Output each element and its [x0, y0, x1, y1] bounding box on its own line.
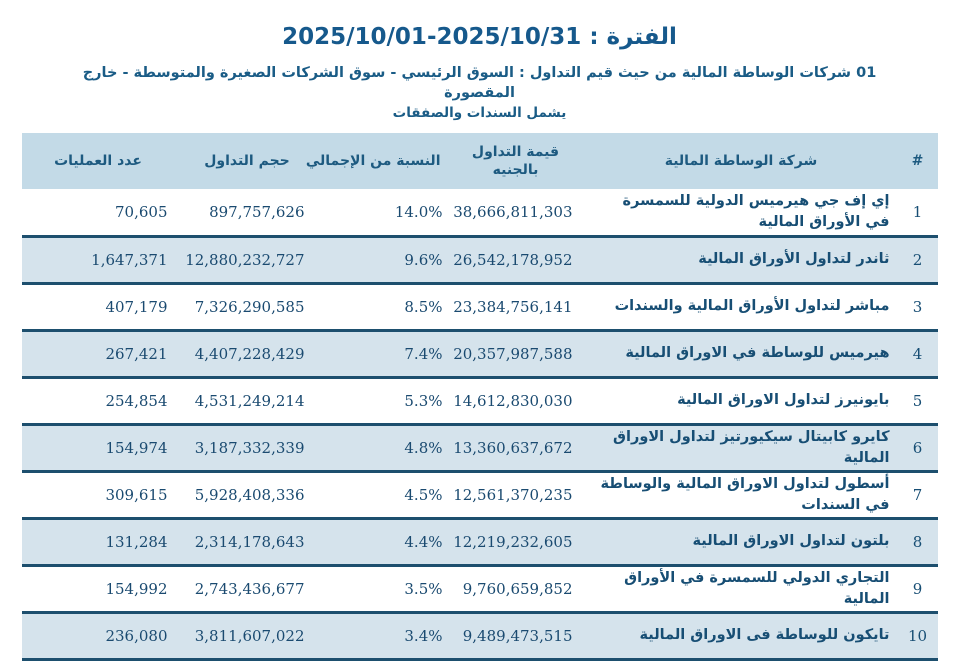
rank-cell: 10	[907, 626, 928, 645]
table-row	[22, 377, 938, 424]
value-cell: 9,489,473,515	[462, 626, 573, 645]
company-cell: كايرو كابيتال سيكيورتيز لتداول الاوراق المالية	[613, 428, 890, 466]
company-cell: بايونيرز لتداول الاوراق المالية	[677, 392, 890, 409]
operations-cell: 309,615	[105, 485, 168, 504]
percent-cell: 4.5%	[404, 485, 443, 504]
operations-cell: 70,605	[115, 202, 168, 221]
percent-cell: 4.4%	[404, 532, 443, 551]
volume-cell: 4,531,249,214	[194, 391, 305, 410]
volume-cell: 897,757,626	[209, 202, 305, 221]
percent-cell: 3.4%	[404, 626, 443, 645]
column-header-company: شركة الوساطة المالية	[585, 133, 898, 189]
column-header-rank: #	[898, 133, 938, 189]
table-row	[22, 518, 938, 565]
rank-cell: 8	[912, 532, 923, 551]
company-cell: إي إف جي هيرميس الدولية للسمسرة في الأوراق المالية	[622, 192, 890, 230]
percent-cell: 14.0%	[394, 202, 443, 221]
rank-cell: 2	[912, 250, 923, 269]
value-cell: 14,612,830,030	[453, 391, 573, 410]
value-cell: 12,561,370,235	[453, 485, 573, 504]
volume-cell: 12,880,232,727	[185, 250, 305, 269]
table-row	[22, 471, 938, 518]
volume-cell: 2,743,436,677	[194, 579, 305, 598]
column-header-value: قيمة التداول بالجنيه	[447, 133, 585, 189]
company-cell: التجاري الدولي للسمسرة في الأوراق المالية	[624, 569, 890, 607]
value-cell: 12,219,232,605	[453, 532, 573, 551]
report-title: 01 شركات الوساطة المالية من حيث قيم التداول : السوق الرئيسي - سوق الشركات الصغيرة والمتوسطة - خارج المقصورة	[82, 65, 877, 101]
value-cell: 23,384,756,141	[453, 297, 573, 316]
rank-cell: 4	[912, 344, 923, 363]
column-header-percent: النسبة من الإجمالي	[320, 133, 447, 189]
rank-cell: 6	[912, 438, 923, 457]
operations-cell: 267,421	[105, 344, 168, 363]
company-cell: تايكون للوساطة فى الاوراق المالية	[639, 627, 890, 644]
volume-cell: 3,811,607,022	[194, 626, 305, 645]
value-cell: 20,357,987,588	[453, 344, 573, 363]
table-row	[22, 565, 938, 612]
value-cell: 9,760,659,852	[462, 579, 573, 598]
value-cell: 38,666,811,303	[453, 202, 573, 221]
company-cell: ثاندر لتداول الأوراق المالية	[698, 251, 890, 268]
percent-cell: 8.5%	[404, 297, 443, 316]
column-header-operations: عدد العمليات	[22, 133, 175, 189]
operations-cell: 407,179	[105, 297, 168, 316]
company-cell: مباشر لتداول الأوراق المالية والسندات	[614, 298, 890, 315]
table-row	[22, 424, 938, 471]
table-row	[22, 189, 938, 236]
report-subtitle: يشمل السندات والصفقات	[392, 105, 567, 122]
percent-cell: 9.6%	[404, 250, 443, 269]
percent-cell: 4.8%	[404, 438, 443, 457]
rank-cell: 7	[912, 485, 923, 504]
value-cell: 13,360,637,672	[453, 438, 573, 457]
operations-cell: 154,974	[105, 438, 168, 457]
rank-cell: 1	[912, 202, 923, 221]
volume-cell: 4,407,228,429	[194, 344, 305, 363]
period-title: الفترة : 2025/10/31-2025/10/01	[282, 24, 677, 50]
rank-cell: 9	[912, 579, 923, 598]
volume-cell: 5,928,408,336	[194, 485, 305, 504]
percent-cell: 7.4%	[404, 344, 443, 363]
percent-cell: 3.5%	[404, 579, 443, 598]
operations-cell: 131,284	[105, 532, 168, 551]
table-row	[22, 236, 938, 283]
volume-cell: 3,187,332,339	[194, 438, 305, 457]
column-header-volume: حجم التداول	[175, 133, 320, 189]
brokerage-table	[22, 133, 938, 661]
volume-cell: 7,326,290,585	[194, 297, 305, 316]
operations-cell: 254,854	[105, 391, 168, 410]
percent-cell: 5.3%	[404, 391, 443, 410]
table-row	[22, 612, 938, 659]
company-cell: أسطول لتداول الاوراق المالية والوساطة في السندات	[600, 475, 890, 513]
volume-cell: 2,314,178,643	[194, 532, 305, 551]
operations-cell: 236,080	[105, 626, 168, 645]
value-cell: 26,542,178,952	[453, 250, 573, 269]
operations-cell: 154,992	[105, 579, 168, 598]
operations-cell: 1,647,371	[91, 250, 168, 269]
company-cell: بلتون لتداول الاوراق المالية	[692, 533, 890, 550]
company-cell: هيرميس للوساطة في الاوراق المالية	[625, 345, 890, 362]
table-row	[22, 330, 938, 377]
rank-cell: 5	[912, 391, 923, 410]
table-header-row	[22, 133, 938, 189]
rank-cell: 3	[912, 297, 923, 316]
table-row	[22, 283, 938, 330]
